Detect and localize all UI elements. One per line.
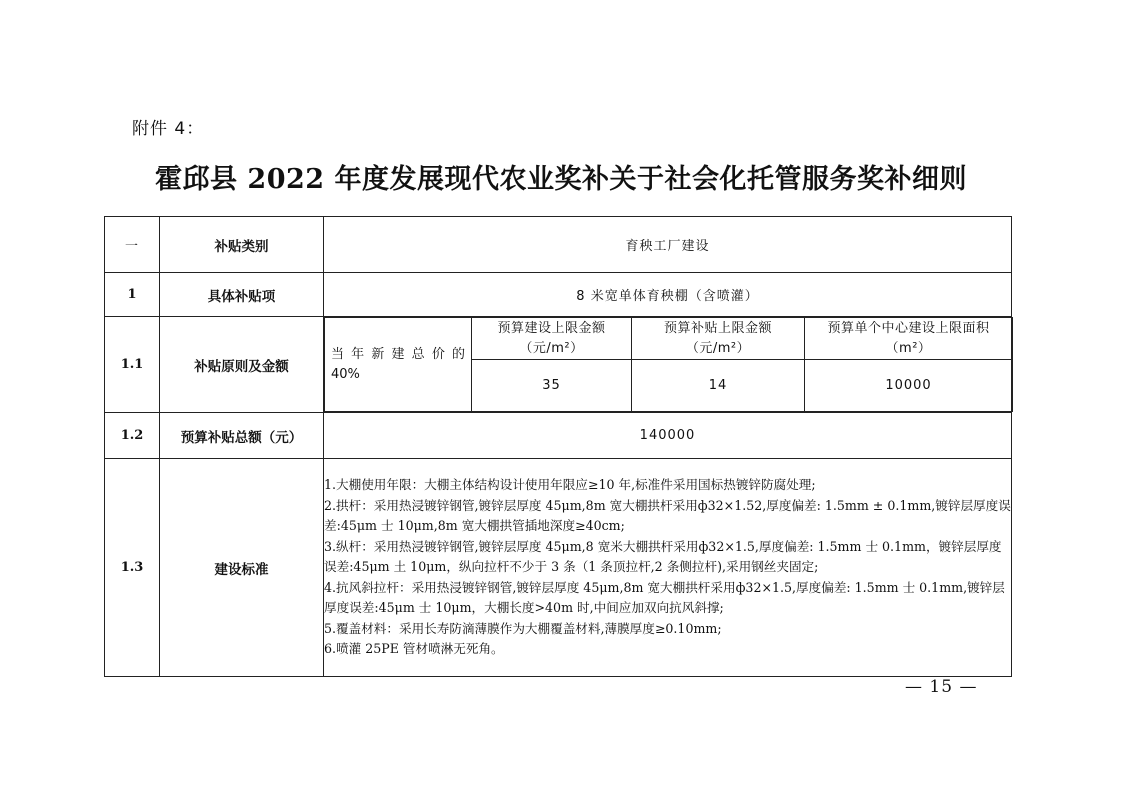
row-index: 1.2 [105, 413, 160, 459]
row-label: 补贴原则及金额 [160, 317, 324, 413]
rule-subgrid [324, 317, 1013, 412]
principle-line: 当年新建总价的 [331, 346, 465, 362]
subsidy-principle [325, 318, 472, 412]
row-index: 1.3 [105, 459, 160, 677]
page-number: — 15 — [905, 677, 978, 697]
document-title: 霍邱县 2022 年度发展现代农业奖补关于社会化托管服务奖补细则 [155, 164, 967, 195]
row-value: 140000 [324, 413, 1012, 459]
value-area-cap: 10000 [805, 360, 1013, 412]
row-label: 预算补贴总额（元） [160, 413, 324, 459]
row-index: 1 [105, 273, 160, 317]
header-subsidy-cap: 预算补贴上限金额 （元/m²） [632, 318, 805, 360]
table-row-item [105, 273, 1012, 317]
standard-line: 1.大棚使用年限：大棚主体结构设计使用年限应≥10 年,标准件采用国标热镀锌防腐处理; [324, 477, 816, 493]
value-build-cap: 35 [472, 360, 632, 412]
standard-line: 4.抗风斜拉杆：采用热浸镀锌钢管,镀锌层厚度 45μm,8m 宽大棚拱杆采用ф32×1.5,厚度偏差: 1.5mm 士 0.1mm,镀锌层厚度误差:45μm 士 10μm，大棚长度>40m 时,中间应加双向抗风斜撑; [324, 579, 1005, 616]
header-area-cap: 预算单个中心建设上限面积 （m²） [805, 318, 1013, 360]
value-subsidy-cap: 14 [632, 360, 805, 412]
table-row-rule [105, 317, 1012, 413]
row-value: 育秧工厂建设 [324, 217, 1012, 273]
standard-line: 6.喷灌 25PE 管材喷淋无死角。 [324, 641, 504, 657]
attachment-label: 附件 4： [132, 119, 205, 139]
construction-standards [324, 459, 1012, 677]
standard-line: 2.拱杆：采用热浸镀锌钢管,镀锌层厚度 45μm,8m 宽大棚拱杆采用ф32×1.52,厚度偏差: 1.5mm ± 0.1mm,镀锌层厚度误差:45μm 士 10μm,8m 宽大棚拱管插地深度≥40cm; [324, 497, 1011, 534]
row-index: 1.1 [105, 317, 160, 413]
table-row-standard [105, 459, 1012, 677]
table-row-total [105, 413, 1012, 459]
standard-line: 3.纵杆：采用热浸镀锌钢管,镀锌层厚度 45μm,8 宽米大棚拱杆采用ф32×1.5,厚度偏差: 1.5mm 士 0.1mm，镀锌层厚度误差:45μm 土 10μm，纵向拉杆不少于 3 条（1 条顶拉杆,2 条侧拉杆),采用钢丝夹固定; [324, 538, 1002, 575]
rule-subgrid-cell [324, 317, 1012, 413]
table-row-category [105, 217, 1012, 273]
standard-line: 5.覆盖材料：采用长寿防滴薄膜作为大棚覆盖材料,薄膜厚度≥0.10mm; [324, 620, 722, 636]
row-label: 具体补贴项 [160, 273, 324, 317]
header-build-cap: 预算建设上限金额 （元/m²） [472, 318, 632, 360]
row-index: 一 [105, 217, 160, 273]
row-label: 补贴类别 [160, 217, 324, 273]
principle-percent: 40% [331, 366, 360, 382]
row-value: 8 米宽单体育秧棚（含喷灌） [324, 273, 1012, 317]
row-label: 建设标准 [160, 459, 324, 677]
subsidy-table [104, 216, 1012, 677]
